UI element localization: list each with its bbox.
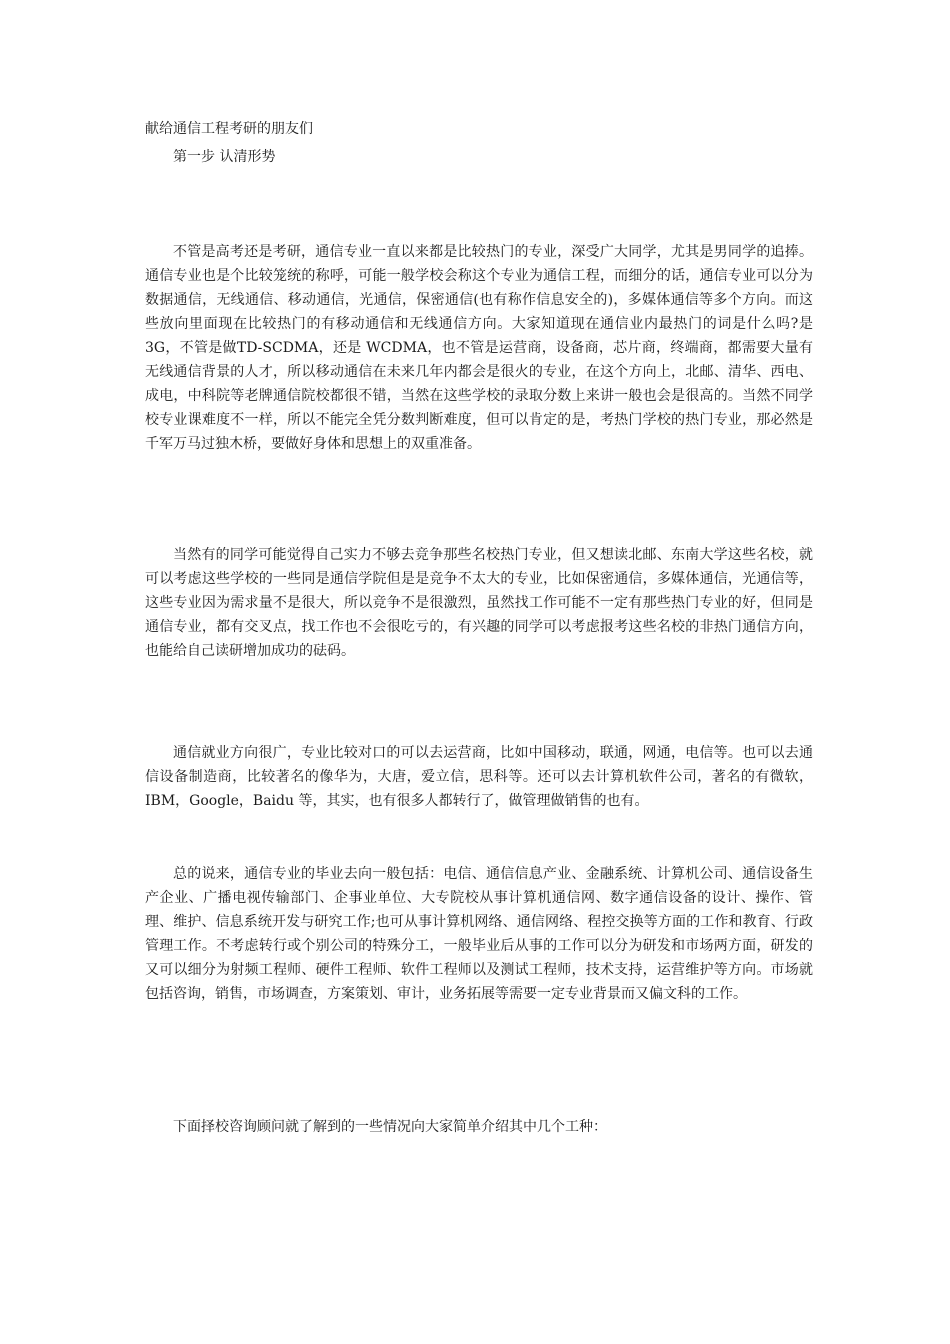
paragraph-situation: 不管是高考还是考研，通信专业一直以来都是比较热门的专业，深受广大同学，尤其是男同学的追捧。通信专业也是个比较笼统的称呼，可能一般学校会称这个专业为通信工程，而细分的话，通信专业可以分为数据通信，无线通信、移动通信，光通信，保密通信(也有称作信息安全的)，多媒体通信等多个方向。而这些放向里面现在比较热门的有移动通信和无线通信方向。大家知道现在通信业内最热门的词是什么吗?是 3G，不管是做TD-SCDMA，还是 WCDMA，也不管是运营商，设备商，芯片商，终端商，都需要大量有无线通信背景的人才，所以移动通信在未来几年内都会是很火的专业，在这个方向上，北邮、清华、西电、成电，中科院等老牌通信院校都很不错，当然在这些学校的录取分数上来讲一般也会是很高的。当然不同学校专业课难度不一样，所以不能完全凭分数判断难度，但可以肯定的是，考热门学校的热门专业，那必然是千军万马过独木桥，要做好身体和思想上的双重准备。 (145, 244, 813, 452)
paragraph-career-paths: 总的说来，通信专业的毕业去向一般包括：电信、通信信息产业、金融系统、计算机公司、通信设备生产企业、广播电视传输部门、企事业单位、大专院校从事计算机通信网、数字通信设备的设计、操作、管理、维护、信息系统开发与研究工作;也可从事计算机网络、通信网络、程控交换等方面的工作和教育、行政管理工作。不考虑转行或个别公司的特殊分工，一般毕业后从事的工作可以分为研发和市场两方面，研发的又可以细分为射频工程师、硬件工程师、软件工程师以及测试工程师，技术支持，运营维护等方向。市场就包括咨询，销售，市场调查，方案策划、审计，业务拓展等需要一定专业背景而又偏文科的工作。 (145, 866, 813, 1002)
paragraph-alternative-majors: 当然有的同学可能觉得自己实力不够去竞争那些名校热门专业，但又想读北邮、东南大学这些名校，就可以考虑这些学校的一些同是通信学院但是是竞争不太大的专业，比如保密通信，多媒体通信，光通信等，这些专业因为需求量不是很大，所以竞争不是很激烈，虽然找工作可能不一定有那些热门专业的好，但同是通信专业，都有交叉点，找工作也不会很吃亏的，有兴趣的同学可以考虑报考这些名校的非热门通信方向，也能给自己读研增加成功的砝码。 (145, 547, 813, 659)
paragraph-employment: 通信就业方向很广，专业比较对口的可以去运营商，比如中国移动，联通，网通，电信等。也可以去通信设备制造商，比较著名的像华为，大唐，爱立信，思科等。还可以去计算机软件公司，著名的有微软，IBM，Google，Baidu 等，其实，也有很多人都转行了，做管理做销售的也有。 (145, 745, 813, 809)
document-title: 献给通信工程考研的朋友们 (145, 121, 313, 137)
paragraph-intro-jobs: 下面择校咨询顾问就了解到的一些情况向大家简单介绍其中几个工种： (173, 1119, 607, 1135)
step-heading: 第一步 认清形势 (173, 149, 276, 165)
